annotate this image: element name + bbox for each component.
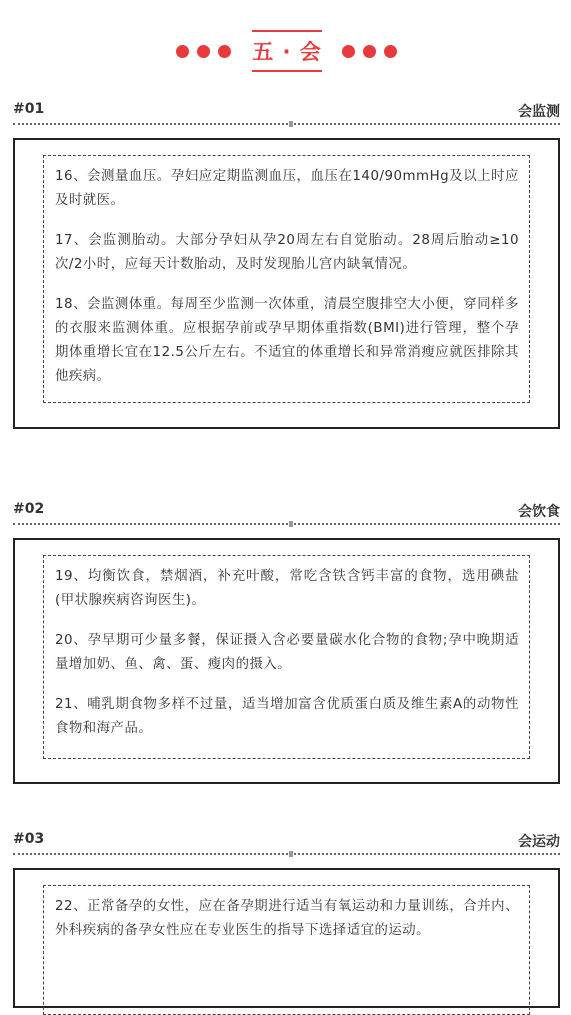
dotted-divider — [13, 123, 560, 125]
decorative-dots-right — [342, 45, 397, 58]
divider-mark — [289, 121, 293, 127]
paragraph: 20、孕早期可少量多餐，保证摄入含必要量碳水化合物的食物;孕中晚期适量增加奶、鱼、禽、蛋、瘦肉的摄入。 — [55, 633, 519, 672]
subsection-title: 会饮食 — [518, 504, 560, 520]
paragraph: 22、正常备孕的女性，应在备孕期进行适当有氧运动和力量训练，合并内、外科疾病的备孕女性应在专业医生的指导下选择适宜的运动。 — [55, 899, 519, 938]
content-box-1 — [13, 138, 560, 429]
divider-mark — [289, 851, 293, 857]
dotted-divider — [13, 523, 560, 525]
subsection-number: #03 — [13, 831, 45, 847]
chapter-title: 五 · 会 — [252, 30, 322, 72]
subsection-header-3 — [13, 831, 560, 857]
dashed-inner-frame — [43, 155, 530, 403]
paragraph: 21、哺乳期食物多样不过量，适当增加富含优质蛋白质及维生素A的动物性食物和海产品。 — [55, 697, 519, 736]
dotted-divider — [13, 853, 560, 855]
decorative-dots-left — [176, 45, 231, 58]
subsection-number: #01 — [13, 101, 45, 117]
paragraph: 18、会监测体重。每周至少监测一次体重，清晨空腹排空大小便，穿同样多的衣服来监测体重。应根据孕前或孕早期体重指数(BMI)进行管理，整个孕期体重增长宜在12.5公斤左右。不适宜的体重增长和异常消瘦应就医排除其他疾病。 — [55, 297, 519, 384]
dashed-inner-frame — [43, 555, 530, 759]
subsection-title: 会监测 — [518, 104, 560, 120]
dashed-inner-frame — [43, 885, 530, 1015]
content-box-2 — [13, 538, 560, 784]
section-header — [0, 14, 571, 62]
subsection-title: 会运动 — [518, 834, 560, 850]
divider-mark — [289, 521, 293, 527]
subsection-header-2 — [13, 501, 560, 527]
content-box-3 — [13, 868, 560, 1008]
subsection-number: #02 — [13, 501, 45, 517]
subsection-header-1 — [13, 101, 560, 127]
paragraph: 19、均衡饮食，禁烟酒，补充叶酸，常吃含铁含钙丰富的食物，选用碘盐(甲状腺疾病咨询医生)。 — [55, 569, 519, 608]
paragraph: 16、会测量血压。孕妇应定期监测血压，血压在140/90mmHg及以上时应及时就医。 — [55, 169, 519, 208]
paragraph: 17、会监测胎动。大部分孕妇从孕20周左右自觉胎动。28周后胎动≥10次/2小时，应每天计数胎动，及时发现胎儿宫内缺氧情况。 — [55, 233, 519, 272]
